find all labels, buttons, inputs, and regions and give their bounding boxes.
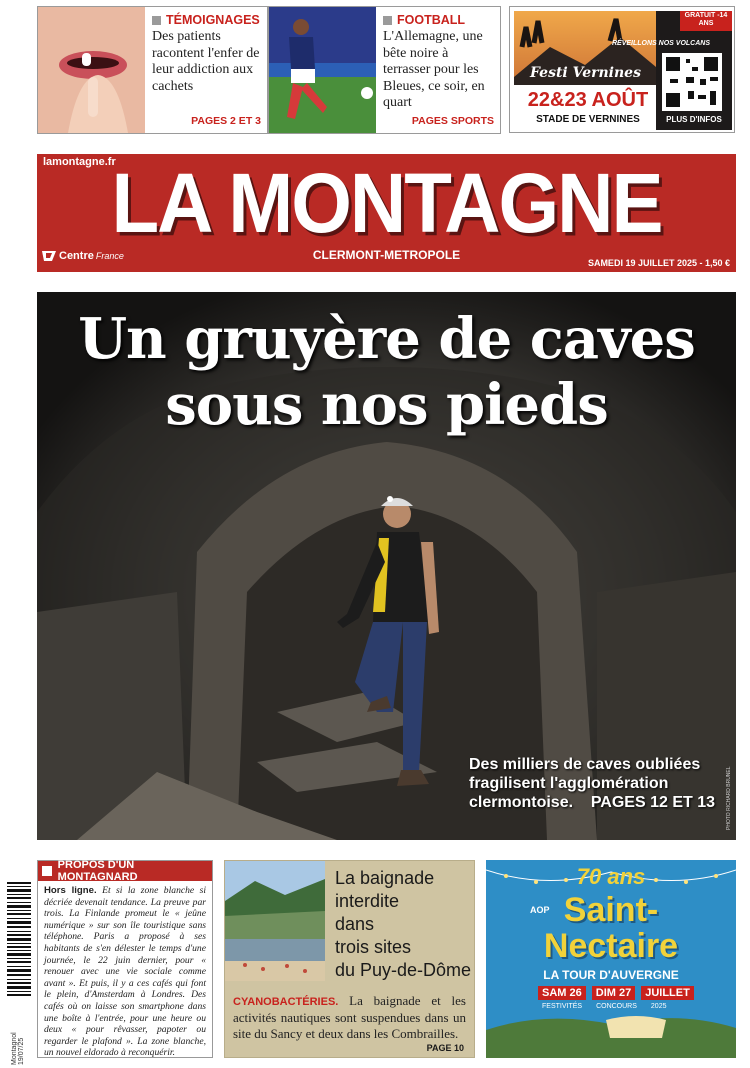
caption-pages: PAGES 12 ET 13 bbox=[590, 794, 716, 811]
headline-line-2: sous nos pieds bbox=[165, 372, 608, 438]
lake-photo bbox=[225, 861, 325, 981]
caption-line-2: fragilisent l'agglomération bbox=[469, 775, 669, 792]
chronicle-body bbox=[38, 881, 212, 1063]
date-2: DIM 27 bbox=[592, 986, 635, 1000]
teaser-text bbox=[383, 13, 494, 129]
barcode-image bbox=[6, 880, 32, 1000]
edition-name: CLERMONT-METROPOLE bbox=[312, 248, 461, 262]
baignade-title bbox=[335, 867, 473, 982]
newspaper-title: LA MONTAGNE bbox=[111, 155, 662, 251]
teaser-body: Des patients racontent l'enfer de leur addiction aux cachets bbox=[152, 29, 260, 94]
kicker-label: TÉMOIGNAGES bbox=[166, 13, 260, 27]
site-url[interactable]: lamontagne.fr bbox=[43, 156, 116, 168]
pill-mouth-photo bbox=[38, 7, 145, 133]
title-line: trois sites bbox=[335, 937, 412, 957]
football-player-photo bbox=[269, 7, 376, 133]
festi-vernines-ad[interactable] bbox=[509, 6, 735, 133]
chronicle-lead: Hors ligne. bbox=[44, 885, 97, 896]
group-subname: France bbox=[95, 251, 124, 261]
ad-venue: STADE DE VERNINES bbox=[536, 114, 640, 125]
kicker-label: FOOTBALL bbox=[397, 13, 466, 27]
photo-credit: PHOTO RICHARD BRUNEL bbox=[726, 766, 732, 830]
square-icon bbox=[152, 16, 161, 25]
chronicle-header bbox=[38, 861, 212, 881]
saint-nectaire-ad[interactable] bbox=[486, 860, 736, 1058]
title-line: du Puy-de-Dôme bbox=[335, 960, 472, 980]
label-2: CONCOURS bbox=[596, 1003, 637, 1010]
headline[interactable] bbox=[37, 306, 736, 438]
baignade-text bbox=[233, 993, 466, 1042]
lead-story[interactable] bbox=[37, 292, 736, 840]
teaser-pages: PAGES 2 ET 3 bbox=[191, 115, 261, 127]
barcode-text: Montagnol 19/07/25 bbox=[11, 1032, 25, 1065]
photo-caption bbox=[469, 755, 719, 812]
ad-tagline: RÉVEILLONS NOS VOLCANS bbox=[612, 40, 711, 47]
ad-dates: 22&23 AOÛT bbox=[527, 89, 649, 111]
aop-label: AOP bbox=[530, 905, 550, 915]
date-price: SAMEDI 19 JUILLET 2025 - 1,50 € bbox=[587, 258, 730, 268]
chronicle-title: PROPOS D'UN MONTAGNARD bbox=[57, 859, 138, 883]
date-3: JUILLET bbox=[641, 986, 694, 1000]
ad-labels bbox=[542, 1003, 666, 1010]
teaser-pages: PAGES SPORTS bbox=[411, 115, 494, 127]
baignade-body: La baignade et les activités nautiques sont suspendues dans un site du Sancy et deux dans les Combrailles. bbox=[233, 993, 466, 1041]
ad-more-info[interactable]: PLUS D'INFOS bbox=[666, 115, 722, 124]
chronicle-box[interactable] bbox=[37, 860, 213, 1058]
square-icon bbox=[42, 866, 52, 876]
ad-event-name: Festi Vernines bbox=[530, 65, 641, 81]
brand-line-2: Nectaire bbox=[543, 927, 679, 965]
anniversary: 70 ans bbox=[576, 864, 646, 889]
teaser-kicker bbox=[383, 13, 494, 27]
brand-line-1: Saint- bbox=[563, 891, 659, 929]
title-line: interdite bbox=[335, 891, 400, 911]
baignade-page: PAGE 10 bbox=[426, 1043, 464, 1053]
brand-name bbox=[486, 892, 736, 964]
square-icon bbox=[383, 16, 392, 25]
barcode bbox=[6, 880, 32, 1065]
baignade-story[interactable] bbox=[224, 860, 475, 1058]
caption-line-1: Des milliers de caves oubliées bbox=[469, 756, 701, 773]
teaser-body: L'Allemagne, une bête noire à terrasser pour les Bleues, ce soir, en quart bbox=[383, 29, 485, 110]
teaser-kicker bbox=[152, 13, 261, 27]
title-line: La baignade bbox=[335, 868, 435, 888]
headline-line-1: Un gruyère de caves bbox=[78, 306, 695, 372]
chronicle-text: Et si la zone blanche si décriée devenait tendance. La preuve par trois. La Finlande promeut le « jeûne numérique » sur son île touristique sans téléphone. Paris a proposé à ses habitants de s'en délester le temps d'une journée, le 22 juin dernier, pour « renouer avec une vie sociale comme avant ». Et puis, il y a ces cafés qui font le plein, d'Amsterdam à Londres. Des cafés où on laisse son smartphone dans une boîte à l'entrée, pour une heure ou deux « pour rêvasser, papoter ou regarder le plafond ». La zone blanche, un nouvel eldorado à reconquérir. bbox=[44, 885, 207, 1059]
title-line: dans bbox=[335, 914, 375, 934]
group-name: Centre bbox=[59, 250, 94, 262]
masthead bbox=[37, 154, 736, 272]
date-1: SAM 26 bbox=[538, 986, 586, 1000]
label-1: FESTIVITÉS bbox=[542, 1003, 583, 1010]
label-3: 2025 bbox=[650, 1003, 667, 1010]
teaser-text bbox=[152, 13, 261, 129]
caption-text: clermontoise. bbox=[469, 794, 574, 811]
teaser-temoignages[interactable] bbox=[37, 6, 268, 134]
free-badge: GRATUIT -14 ANS bbox=[684, 12, 728, 27]
ad-dates bbox=[538, 986, 694, 1000]
ad-place: LA TOUR D'AUVERGNE bbox=[543, 968, 679, 982]
baignade-kicker: CYANOBACTÉRIES. bbox=[233, 996, 339, 1008]
caption-line-3 bbox=[469, 793, 719, 812]
teaser-football[interactable] bbox=[268, 6, 501, 134]
